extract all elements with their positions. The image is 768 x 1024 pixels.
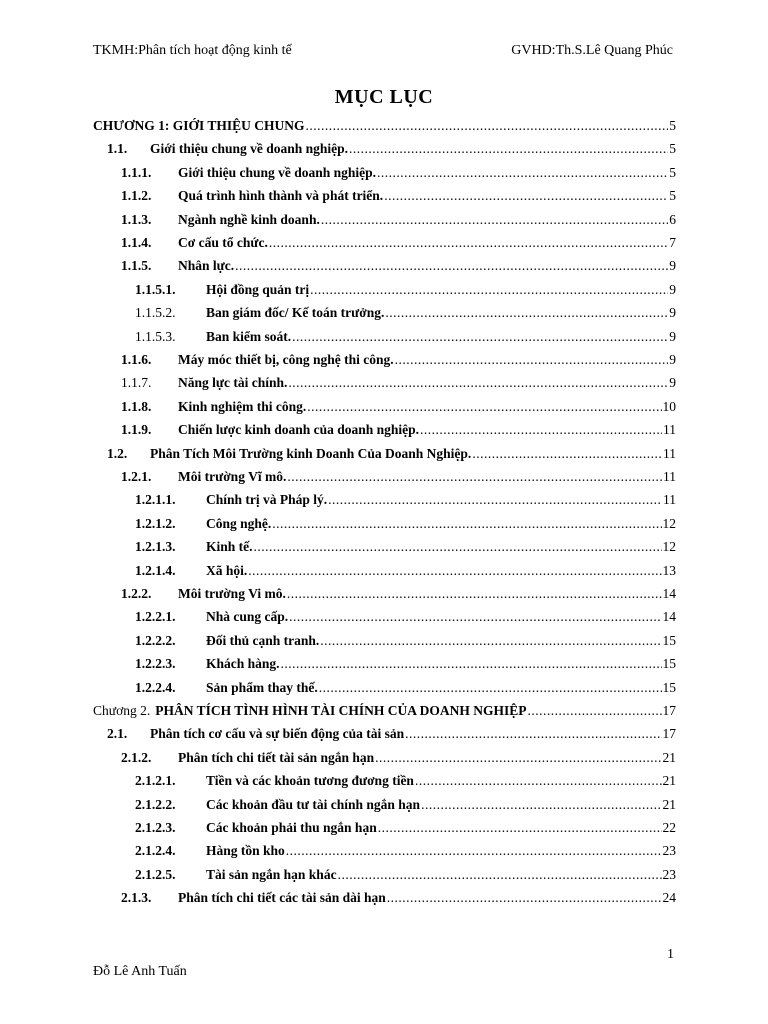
toc-entry-number: 1.2. xyxy=(107,445,128,461)
toc-entry-page: 17 xyxy=(662,703,676,718)
toc-entry-page: 5 xyxy=(669,188,676,204)
toc-entry-title: Hội đồng quản trị xyxy=(206,281,310,297)
toc-entry-number: 2.1.2.3. xyxy=(135,820,176,835)
toc-leader-dots xyxy=(306,116,669,136)
footer-author: Đỗ Lê Anh Tuấn xyxy=(93,964,187,979)
toc-leader-dots xyxy=(269,233,668,253)
toc-entry[interactable] xyxy=(135,607,676,627)
toc-entry-number: 1.2.2.2. xyxy=(135,632,176,648)
page-title: MỤC LỤC xyxy=(334,86,434,108)
page-number: 1 xyxy=(667,947,674,962)
toc-leader-dots xyxy=(254,537,662,557)
toc-entry[interactable] xyxy=(107,724,676,744)
toc-leader-dots xyxy=(287,584,662,604)
toc-entry-number: 1.2.1.3. xyxy=(135,539,176,555)
toc-leader-dots xyxy=(384,186,668,206)
toc-entry[interactable] xyxy=(135,865,676,885)
header-course-title: TKMH:Phân tích hoạt động kinh tế xyxy=(93,43,292,58)
toc-entry-page: 10 xyxy=(662,398,676,414)
toc-entry-title: Ngành nghề kinh doanh. xyxy=(178,211,320,227)
toc-leader-dots xyxy=(320,631,661,651)
toc-entry[interactable] xyxy=(121,256,676,276)
toc-entry-page: 15 xyxy=(662,632,676,648)
toc-entry-title: Tiền và các khoản tương đương tiền xyxy=(206,773,414,789)
toc-entry-page: 12 xyxy=(662,515,676,531)
toc-entry[interactable] xyxy=(135,654,676,674)
toc-entry-number: 1.2.1.2. xyxy=(135,515,176,531)
toc-entry-number: 1.1.4. xyxy=(121,235,152,250)
toc-entry-title: Ban kiểm soát. xyxy=(206,328,292,344)
toc-entry[interactable] xyxy=(121,373,676,393)
toc-entry[interactable] xyxy=(135,818,676,838)
toc-entry[interactable] xyxy=(121,233,676,253)
toc-entry-page: 13 xyxy=(662,562,676,578)
toc-entry[interactable] xyxy=(121,748,676,768)
toc-entry-page: 11 xyxy=(663,492,676,508)
toc-leader-dots xyxy=(328,490,662,510)
toc-leader-dots xyxy=(528,701,662,721)
toc-entry-page: 9 xyxy=(669,305,676,321)
toc-entry-page: 21 xyxy=(662,749,676,765)
toc-leader-dots xyxy=(286,841,662,861)
toc-leader-dots xyxy=(281,654,662,674)
toc-entry-number: 2.1.2.2. xyxy=(135,796,176,812)
toc-entry-number: 1.2.2.4. xyxy=(135,679,176,695)
toc-entry-title: Năng lực tài chính. xyxy=(178,375,288,391)
toc-entry[interactable] xyxy=(121,888,676,908)
toc-entry-title: Giới thiệu chung về doanh nghiệp. xyxy=(150,141,349,157)
toc-entry[interactable] xyxy=(121,397,676,417)
toc-entry-title: Công nghệ. xyxy=(206,515,272,531)
header-supervisor: GVHD:Th.S.Lê Quang Phúc xyxy=(511,43,673,58)
toc-entry-number: 1.1.3. xyxy=(121,211,152,227)
toc-entry-page: 14 xyxy=(662,586,676,601)
toc-entry[interactable] xyxy=(121,186,676,206)
toc-leader-dots xyxy=(292,327,668,347)
toc-entry[interactable] xyxy=(135,561,676,581)
toc-entry-page: 5 xyxy=(669,141,676,157)
toc-entry-title: Khách hàng. xyxy=(206,656,280,672)
toc-entry-number: 1.1.5.2. xyxy=(135,305,176,321)
toc-entry-page: 9 xyxy=(669,375,676,391)
toc-leader-dots xyxy=(377,163,668,183)
toc-entry-title: Phân tích chi tiết các tài sản dài hạn xyxy=(178,890,386,906)
toc-leader-dots xyxy=(420,420,662,440)
toc-entry-title: Xã hội. xyxy=(206,562,248,578)
toc-entry-title: Kinh nghiệm thi công. xyxy=(178,398,307,414)
toc-entry-page: 7 xyxy=(669,235,676,250)
toc-entry-number: 1.2.1. xyxy=(121,469,152,484)
toc-entry-title: Tài sản ngắn hạn khác xyxy=(206,866,337,882)
toc-entry-page: 14 xyxy=(662,609,676,625)
toc-entry-page: 6 xyxy=(669,211,676,227)
toc-entry-title: Chiến lược kinh doanh của doanh nghiệp. xyxy=(178,422,420,438)
toc-leader-dots xyxy=(310,280,668,300)
toc-entry-number: 1.1.5.3. xyxy=(135,328,176,344)
toc-entry[interactable] xyxy=(135,490,676,510)
toc-entry-number: 1.2.1.4. xyxy=(135,562,176,578)
toc-leader-dots xyxy=(248,561,661,581)
toc-entry-title: Các khoản phải thu ngắn hạn xyxy=(206,820,377,835)
toc-entry-number: 1.1.6. xyxy=(121,352,152,367)
toc-entry[interactable] xyxy=(107,444,676,464)
toc-entry-number: 2.1.2.1. xyxy=(135,773,176,789)
toc-entry-page: 17 xyxy=(662,726,676,742)
toc-entry-page: 21 xyxy=(662,773,676,789)
toc-leader-dots xyxy=(288,373,668,393)
toc-entry-number: 1.1.5.1. xyxy=(135,281,176,297)
toc-entry-title: Giới thiệu chung về doanh nghiệp. xyxy=(178,164,377,180)
toc-entry[interactable] xyxy=(135,303,676,323)
toc-entry-title: Phân Tích Môi Trường kinh Doanh Của Doanh Nghiệp. xyxy=(150,445,472,461)
toc-entry-title: CHƯƠNG 1: GIỚI THIỆU CHUNG xyxy=(93,118,305,133)
toc-entry-number: 1.2.2. xyxy=(121,586,152,601)
toc-entry-number: 2.1.3. xyxy=(121,890,152,906)
toc-leader-dots xyxy=(415,771,662,791)
toc-entry-page: 15 xyxy=(662,656,676,672)
toc-leader-dots xyxy=(421,795,661,815)
toc-entry-page: 23 xyxy=(662,866,676,882)
toc-entry-title: Phân tích cơ cấu và sự biến động của tài sản xyxy=(150,726,405,742)
toc-entry[interactable] xyxy=(135,514,676,534)
toc-entry-page: 9 xyxy=(669,328,676,344)
toc-leader-dots xyxy=(319,678,662,698)
toc-entry-title: Môi trường Vi mô. xyxy=(178,586,286,601)
toc-entry-title: Ban giám đốc/ Kế toán trưởng. xyxy=(206,305,385,321)
toc-leader-dots xyxy=(235,256,668,276)
toc-entry-title: Chính trị và Pháp lý. xyxy=(206,492,328,508)
toc-entry[interactable] xyxy=(93,701,676,721)
toc-entry-number: 2.1.2.5. xyxy=(135,866,176,882)
toc-entry[interactable] xyxy=(135,327,676,347)
toc-entry-page: 11 xyxy=(663,469,676,484)
toc-entry-page: 15 xyxy=(662,679,676,695)
toc-leader-dots xyxy=(387,888,662,908)
toc-entry[interactable] xyxy=(135,678,676,698)
toc-entry-number: 2.1.2. xyxy=(121,749,152,765)
toc-entry-page: 23 xyxy=(662,843,676,859)
toc-entry[interactable] xyxy=(135,795,676,815)
toc-entry-title: Máy móc thiết bị, công nghệ thi công. xyxy=(178,352,394,367)
toc-entry-page: 12 xyxy=(662,539,676,555)
toc-entry-number: 1.2.2.1. xyxy=(135,609,176,625)
toc-entry-number: Chương 2. xyxy=(93,703,151,718)
toc-entry-page: 11 xyxy=(663,422,676,438)
toc-leader-dots xyxy=(321,210,668,230)
toc-entry[interactable] xyxy=(121,210,676,230)
toc-leader-dots xyxy=(375,748,661,768)
toc-entry-page: 11 xyxy=(663,445,676,461)
toc-entry[interactable] xyxy=(135,631,676,651)
toc-entry-title: Nhà cung cấp. xyxy=(206,609,289,625)
toc-entry-title: Môi trường Vĩ mô. xyxy=(178,469,287,484)
toc-leader-dots xyxy=(395,350,669,370)
toc-entry-page: 21 xyxy=(662,796,676,812)
toc-entry-title: Các khoản đầu tư tài chính ngắn hạn xyxy=(206,796,421,812)
toc-entry-title: PHÂN TÍCH TÌNH HÌNH TÀI CHÍNH CỦA DOANH NGHIỆP xyxy=(155,703,527,718)
toc-leader-dots xyxy=(472,444,662,464)
toc-entry-page: 9 xyxy=(669,352,676,367)
toc-entry-title: Đối thủ cạnh tranh. xyxy=(206,632,320,648)
toc-entry-title: Nhân lực. xyxy=(178,258,235,274)
toc-entry-title: Kinh tế. xyxy=(206,539,253,555)
toc-leader-dots xyxy=(405,724,661,744)
toc-entry-title: Quá trình hình thành và phát triển. xyxy=(178,188,384,204)
toc-leader-dots xyxy=(289,607,661,627)
toc-entry-page: 24 xyxy=(662,890,676,906)
toc-entry-page: 9 xyxy=(669,281,676,297)
toc-entry[interactable] xyxy=(135,280,676,300)
toc-entry-number: 2.1.2.4. xyxy=(135,843,176,859)
toc-leader-dots xyxy=(349,139,668,159)
toc-leader-dots xyxy=(338,865,662,885)
toc-entry-title: Phân tích chi tiết tài sản ngắn hạn xyxy=(178,749,375,765)
toc-entry-number: 1.1. xyxy=(107,141,128,157)
toc-entry-page: 5 xyxy=(669,118,676,133)
toc-entry-page: 5 xyxy=(669,164,676,180)
toc-leader-dots xyxy=(272,514,661,534)
toc-entry[interactable] xyxy=(121,584,676,604)
toc-entry-title: Sản phẩm thay thế. xyxy=(206,679,318,695)
toc-entry[interactable] xyxy=(121,467,676,487)
toc-entry-number: 2.1. xyxy=(107,726,128,742)
toc-entry-number: 1.1.7. xyxy=(121,375,152,391)
toc-entry[interactable] xyxy=(93,116,676,136)
toc-leader-dots xyxy=(385,303,668,323)
toc-entry-number: 1.1.2. xyxy=(121,188,152,204)
toc-leader-dots xyxy=(378,818,662,838)
toc-entry-title: Hàng tồn kho xyxy=(206,843,285,859)
toc-entry-number: 1.2.1.1. xyxy=(135,492,176,508)
toc-entry-number: 1.2.2.3. xyxy=(135,656,176,672)
toc-entry[interactable] xyxy=(135,537,676,557)
toc-entry[interactable] xyxy=(135,771,676,791)
toc-leader-dots xyxy=(307,397,661,417)
toc-entry-number: 1.1.9. xyxy=(121,422,152,438)
toc-entry[interactable] xyxy=(121,420,676,440)
toc-entry-number: 1.1.1. xyxy=(121,164,152,180)
toc-entry[interactable] xyxy=(135,841,676,861)
toc-entry-number: 1.1.5. xyxy=(121,258,152,274)
toc-leader-dots xyxy=(287,467,662,487)
toc-entry-page: 9 xyxy=(669,258,676,274)
toc-entry-page: 22 xyxy=(662,820,676,835)
toc-entry[interactable] xyxy=(121,350,676,370)
toc-entry-title: Cơ cấu tổ chức. xyxy=(178,235,268,250)
toc-entry-number: 1.1.8. xyxy=(121,398,152,414)
toc-entry[interactable] xyxy=(121,163,676,183)
toc-entry[interactable] xyxy=(107,139,676,159)
